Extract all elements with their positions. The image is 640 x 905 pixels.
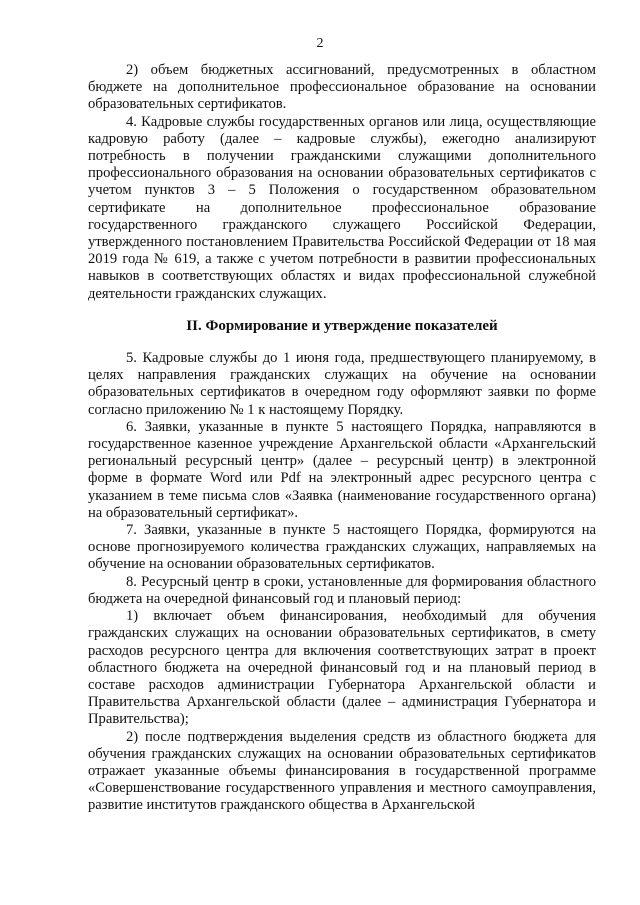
section-heading: II. Формирование и утверждение показателей	[186, 317, 498, 334]
paragraph-8-item-2: 2) после подтверждения выделения средств из областного бюджета для обучения гражданских служащих на основании образовательных сертификатов отражает указанные объемы финансирования в государственной программе «Совершенствование государственного управления и местного самоуправления, развитие институтов гражданского общества в Архангельской	[88, 728, 596, 814]
paragraph-4: 4. Кадровые службы государственных органов или лица, осуществляющие кадровую работу (далее – кадровые службы), ежегодно анализируют потребность в получении гражданскими служащими дополнительного профессионального образования на основании образовательных сертификатов с учетом пунктов 3 – 5 Положения о государственном образовательном сертификате на дополнительное профессиональное образование государственного гражданского служащего Российской Федерации, утвержденного постановлением Правительства Российской Федерации от 18 мая 2019 года № 619, а также с учетом потребности в развитии профессиональных навыков в соответствующих областях и видах профессиональной служебной деятельности гражданских служащих.	[88, 113, 596, 302]
document-body	[88, 62, 596, 815]
paragraph-7: 7. Заявки, указанные в пункте 5 настоящего Порядка, формируются на основе прогнозируемого количества гражданских служащих, направляемых на обучение на основании образовательных сертификатов.	[88, 522, 596, 573]
paragraph-budget-volume: 2) объем бюджетных ассигнований, предусмотренных в областном бюджете на дополнительное профессиональное образование на основании образовательных сертификатов.	[88, 62, 596, 113]
page-number: 2	[316, 36, 324, 51]
paragraph-8: 8. Ресурсный центр в сроки, установленные для формирования областного бюджета на очередной финансовый год и плановый период:	[88, 573, 596, 607]
paragraph-8-item-1: 1) включает объем финансирования, необходимый для обучения гражданских служащих на основании образовательных сертификатов, в смету расходов ресурсного центра для включения соответствующих затрат в проект областного бюджета на очередной финансовый год и на плановый период в составе расходов администрации Губернатора Архангельской области и Правительства Архангельской области (далее – администрация Губернатора и Правительства);	[88, 608, 596, 728]
paragraph-5: 5. Кадровые службы до 1 июня года, предшествующего планируемому, в целях направления гражданских служащих на обучение на основании образовательных сертификатов в очередном году оформляют заявки по форме согласно приложению № 1 к настоящему Порядку.	[88, 350, 596, 418]
paragraph-6: 6. Заявки, указанные в пункте 5 настоящего Порядка, направляются в государственное казенное учреждение Архангельской области «Архангельский региональный ресурсный центр» (далее – ресурсный центр) в электронной форме в формате Word или Pdf на электронный адрес ресурсного центра с указанием в теме письма слов «Заявка (наименование государственного органа) на образовательный сертификат».	[88, 418, 596, 521]
